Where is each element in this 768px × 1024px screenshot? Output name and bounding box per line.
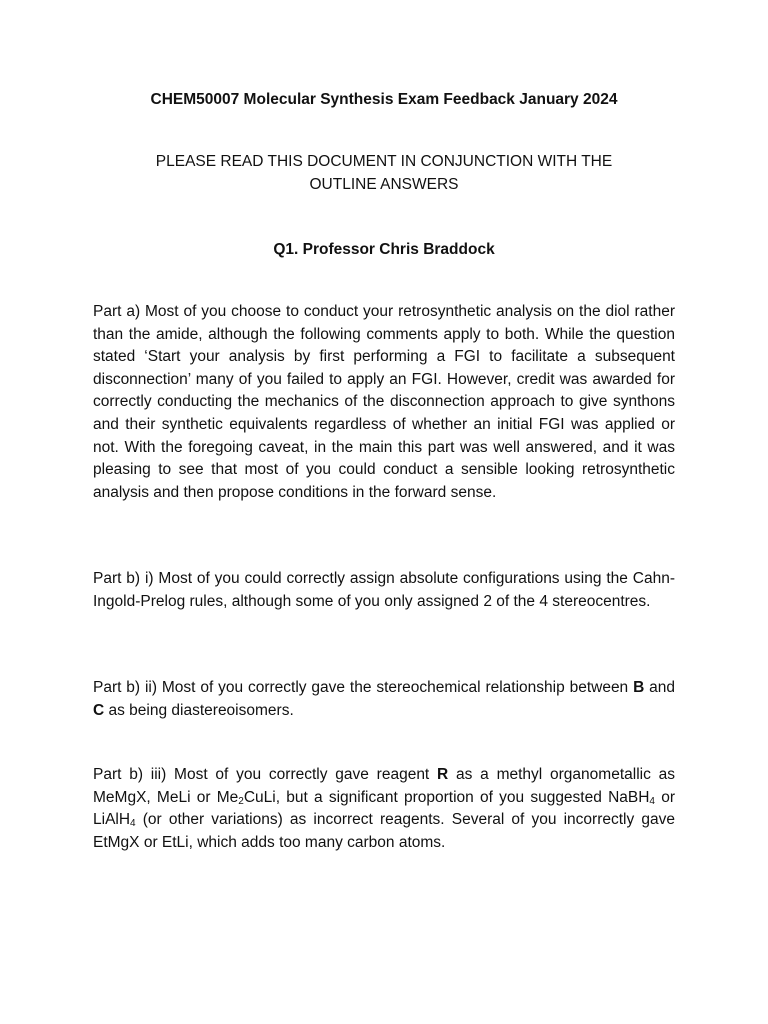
subscript-2: 2 <box>238 795 244 807</box>
subscript-4-nabh: 4 <box>649 795 655 807</box>
part-b-ii-text-2: and <box>644 679 675 696</box>
part-b-iii-text-5: (or other variations) as incorrect reagents. Several of you incorrectly gave EtMgX or EtLi, which adds too many carbon atoms. <box>93 811 675 851</box>
compound-b-label: B <box>633 679 645 696</box>
part-b-i-paragraph: Part b) i) Most of you could correctly assign absolute configurations using the Cahn-Ingold-Prelog rules, although some of you only assigned 2 of the 4 stereocentres. <box>93 570 675 610</box>
subscript-4-lialh: 4 <box>130 818 136 830</box>
part-b-iii-paragraph <box>93 764 675 854</box>
document-title: CHEM50007 Molecular Synthesis Exam Feedback January 2024 <box>150 91 618 108</box>
part-b-iii-text-3: CuLi, but a significant proportion of you suggested NaBH <box>243 788 650 806</box>
part-b-iii-text-1: Part b) iii) Most of you correctly gave reagent <box>93 766 438 783</box>
part-b-iii-text-2: as a methyl organometallic as MeMgX, MeLi or Me <box>93 766 675 806</box>
reagent-r-label: R <box>437 766 449 783</box>
part-b-ii-text-3: as being diastereoisomers. <box>104 701 294 719</box>
compound-c-label: C <box>93 701 105 719</box>
question-heading: Q1. Professor Chris Braddock <box>273 241 495 258</box>
part-a-paragraph: Part a) Most of you choose to conduct your retrosynthetic analysis on the diol rather than the amide, although the following comments apply to both. While the question stated ‘Start your analysis by first performing a FGI to facilitate a subsequent disconnection’ many of you failed to apply an FGI. However, credit was awarded for correctly conducting the mechanics of the disconnection approach to give synthons and their synthetic equivalents regardless of whether an initial FGI was applied or not. With the foregoing caveat, in the main this part was well answered, and it was pleasing to see that most of you could conduct a sensible looking retrosynthetic analysis and then propose conditions in the forward sense. <box>93 303 675 501</box>
part-b-ii-paragraph <box>93 677 675 722</box>
reading-notice-text: PLEASE READ THIS DOCUMENT IN CONJUNCTION WITH THE OUTLINE ANSWERS <box>155 153 613 193</box>
reading-notice <box>0 150 768 196</box>
part-b-iii-text-4: or LiAlH <box>93 788 675 829</box>
part-b-ii-text-1: Part b) ii) Most of you correctly gave the stereochemical relationship between <box>93 679 634 696</box>
